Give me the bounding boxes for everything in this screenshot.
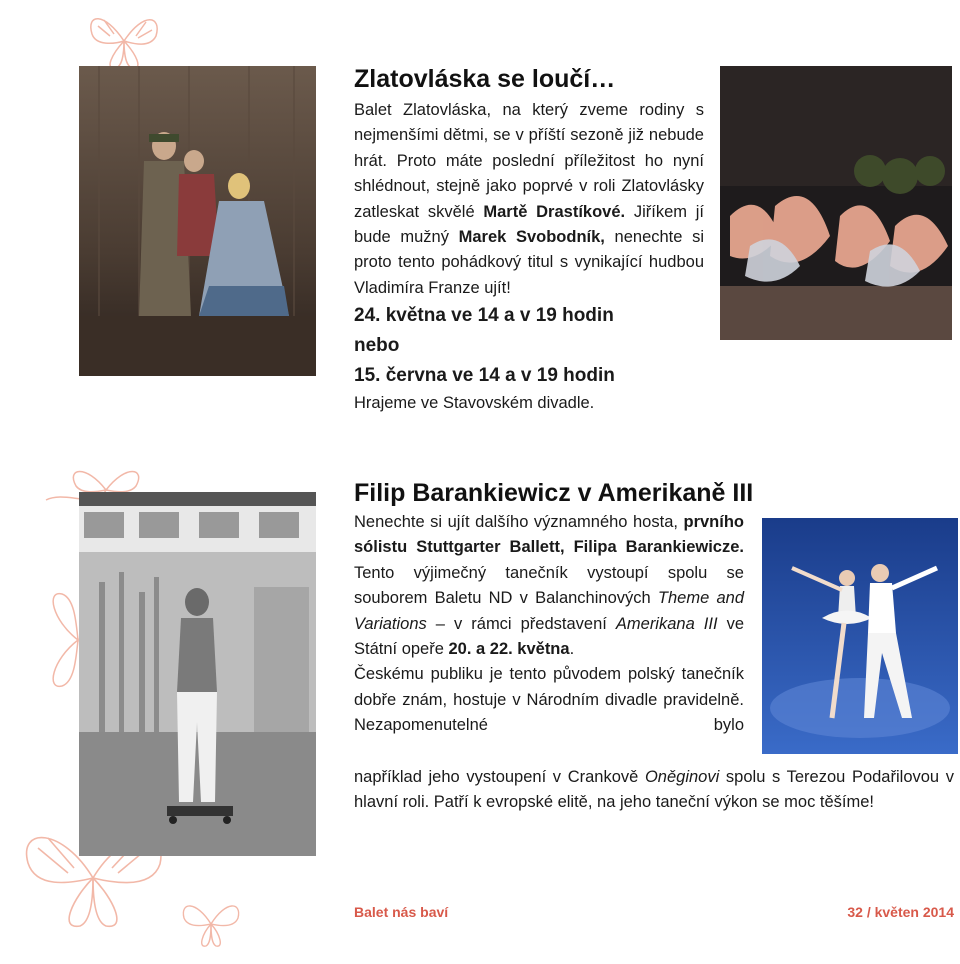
work-title-theme-and-variations: Theme and Variations	[354, 589, 745, 633]
article2-p1-c: – v rámci představení	[426, 614, 616, 633]
article2-body-part2	[354, 765, 954, 816]
work-title-oneginovi: Oněginovi	[644, 768, 720, 786]
dancer-name-marek: Marek Svobodník,	[458, 228, 605, 247]
performance-date-1: 24. května ve 14 a v 19 hodin	[354, 305, 614, 327]
photo-filip-barankiewicz-portrait	[79, 492, 316, 856]
article2-p2-a: Českému publiku je tento původem polský tanečník dobře znám, hostuje v Národním divadle pravidelně. Nezapomenutelné bylo	[354, 665, 744, 735]
article-body-intro: Balet Zlatovláska, na který zveme rodiny s nejmenšími dětmi, se v příští sezoně již nebude hrát. Proto máte poslední příležitost ho nyní shlédnout, stejně jako poprvé v roli Zlatovlásky zatleskat skvělé	[354, 101, 704, 221]
article2-p2-b: například jeho vystoupení v Crankově	[354, 768, 645, 786]
article-body-mid: Jiříkem jí bude mužný	[354, 202, 704, 247]
article2-p1-b: Tento výjimečný tanečník vystoupí spolu se souborem Baletu ND v Balanchinových	[354, 563, 744, 608]
article2-body-part1	[354, 510, 744, 739]
article-body	[354, 98, 704, 301]
butterfly-decoration-bottom-small	[176, 896, 246, 952]
dancer-name-marta: Martě Drastíkové.	[483, 202, 626, 221]
photo-ballet-ensemble	[720, 66, 952, 340]
article2-title: Filip Barankiewicz v Amerikaně III	[354, 479, 754, 507]
performance-date-2: 15. června ve 14 a v 19 hodin	[354, 365, 615, 387]
butterfly-decoration-left	[42, 580, 82, 700]
article2-p1-end: .	[569, 640, 575, 659]
date-separator: nebo	[354, 335, 400, 357]
venue: Hrajeme ve Stavovském divadle.	[354, 394, 595, 413]
photo-zlatovlaska-scene	[79, 66, 316, 376]
footer-page-info: 32 / květen 2014	[847, 904, 954, 920]
article2-p1-d: ve Státní opeře	[354, 614, 744, 659]
photo-pas-de-deux	[762, 518, 958, 754]
article-zlatovlaska	[354, 64, 704, 417]
performance-dates: 20. a 22. května	[448, 640, 570, 659]
show-title-amerikana: Amerikana III	[615, 614, 718, 633]
article-title: Zlatovláska se loučí…	[354, 65, 616, 93]
article2-p1-a: Nenechte si ujít dalšího významného hosta,	[354, 513, 684, 531]
article2-p2-c: spolu s Terezou Podařilovou v hlavní roli. Patří k evropské elitě, na jeho taneční výkon se moc těšíme!	[354, 768, 954, 812]
footer-left: Balet nás baví	[354, 904, 449, 920]
article-body-outro: nenechte si proto tento pohádkový titul s vynikající hudbou Vladimíra Franze ujít!	[354, 228, 704, 297]
article2-p1-bold: prvního sólistu Stuttgarter Ballett, Filipa Barankiewicze.	[354, 513, 744, 557]
